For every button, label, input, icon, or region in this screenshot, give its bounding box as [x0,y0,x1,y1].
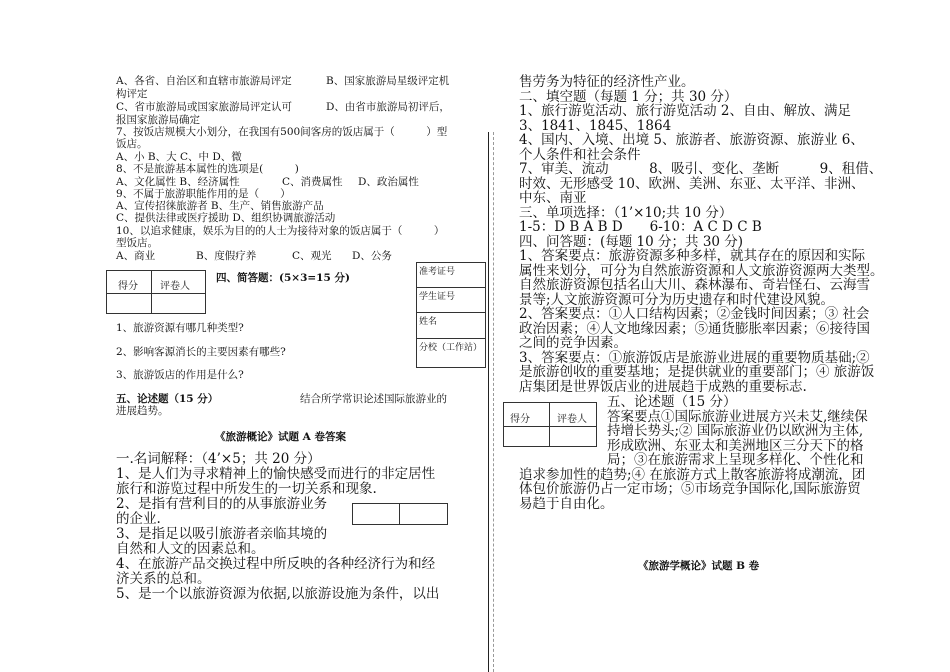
column-divider-dashed [493,132,494,672]
score-label: 得分 [118,281,138,292]
fill-blank-answer-1: 1、旅行游览活动、旅行游览活动 2、自由、解放、满足 [519,103,851,119]
essay-answer-line-6: 体包价旅游仍占一定市场；⑤市场竞争国际化,国际旅游贸 [519,481,861,497]
qa-answer-3-line-1: 3、答案要点：①旅游饭店是旅游业进展的重要物质基础;② [519,350,870,366]
school-label: 分校（工作站） [419,343,483,353]
q6-option-b: B、国家旅游局星级评定机 [326,75,450,87]
essay-answer-line-3: 形成欧洲、东亚太和美洲地区三分天下的格 [607,438,864,454]
fill-blank-answer-7: 7、审美、流动 8、吸引、变化、垄断 9、租借、 [519,161,883,177]
question-10-option-c: C、观光 [292,250,332,262]
score-table-row-line [106,293,206,294]
q6-option-d: D、由省市旅游局初评后， [326,101,450,113]
answer-4-line-2: 济关系的总和。 [116,571,211,587]
section-4-title: 四、简答题：(5×3=15 分) [216,272,350,284]
question-9-options-cd: C、提供法律或医疗援助 D、组织协调旅游活动 [116,212,336,224]
short-answer-1: 1、旅游资源有哪几种类型? [116,322,244,334]
qa-answer-2-line-3: 之间的竞争因素。 [519,335,627,351]
essay-answer-line-2: 持增长势头;② 国际旅游业仍以欧洲为主体, [607,423,864,439]
exam-b-title: 《旅游学概论》试题 B 卷 [638,560,760,572]
answer-3-line-2: 自然和人文的因素总和。 [116,541,265,557]
question-9: 9、不属于旅游职能作用的是（ ） [116,188,291,200]
qa-answer-3-line-3: 店集团是世界饭店业的进展趋于成熟的重要标志. [519,379,807,395]
q6-option-a: A、各省、自治区和直辖市旅游局评定 [116,75,292,87]
blank-score-box-divider [399,503,400,525]
q6-option-d-cont: 报国家旅游局确定 [116,114,200,126]
answer-2-line-1: 2、是指有营利目的的从事旅游业务 [116,496,328,512]
essay-answer-line-7: 易趋于自由化。 [519,496,614,512]
section-5-text-cont: 进展趋势。 [116,405,169,417]
section-5-text: 结合所学常识论述国际旅游业的 [300,393,447,405]
essay-answer-line-1: 答案要点①国际旅游业进展方兴未艾,继续保 [607,409,868,425]
fill-blank-answer-10: 中东、南亚 [519,190,587,206]
question-8-options-ab: A、文化属性 B、经济属性 [116,176,240,188]
q6-option-c: C、省市旅游局或国家旅游局评定认可 [116,101,293,113]
score-table-col-line [151,270,152,314]
question-10: 10、以追求健康，娱乐为目的的人士为接待对象的饭店属于（ ） [116,225,445,237]
essay-heading: 五、论述题（15 分） [607,394,737,410]
fill-blank-heading: 二、填空题（每题 1 分；共 30 分） [519,89,738,105]
qa-answer-3-line-2: 是旅游创收的重要基地；是提供就业的重要部门；④ 旅游饭 [519,364,875,380]
answer-1-line-2: 旅行和游览过程中所发生的一切关系和现象. [116,481,377,497]
question-7: 7、按饭店规模大小划分，在我国有500间客房的饭店属于（ ）型 [116,126,448,138]
name-label: 姓名 [419,317,438,327]
info-line-2 [416,312,486,313]
qa-answer-1-line-2: 属性来划分，可分为自然旅游资源和人文旅游资源两大类型。 [519,263,884,279]
fill-blank-answer-3: 3、1841、1845、1864 [519,118,672,134]
blank-score-box [352,503,448,525]
grader-label-right: 评卷人 [557,414,587,425]
question-10-option-a: A、商业 [116,250,156,262]
qa-answer-2-line-2: 政治因素；④人文地缘因素；⑤通货膨胀率因素；⑥接待国 [519,321,870,337]
short-answer-3: 3、旅游饭店的作用是什么? [116,369,244,381]
score-table-right-col-line [549,402,550,447]
question-10-option-b: B、度假疗养 [196,250,257,262]
fill-blank-answer-6: 个人条件和社会条件 [519,147,641,163]
short-answer-2: 2、影响客源消长的主要因素有哪些? [116,346,286,358]
question-10-cont: 型饭店。 [116,237,158,249]
info-line-3 [416,338,486,339]
question-8-option-d: D、政治属性 [358,176,419,188]
question-9-options-ab: A、宣传招徕旅游者 B、生产、销售旅游产品 [116,200,324,212]
answer-2-line-2: 的企业. [116,511,161,527]
essay-answer-line-4: 局；③在旅游需求上呈现多样化、个性化和 [607,452,864,468]
essay-answer-line-5: 追求参加性的趋势;④ 在旅游方式上散客旅游将成潮流，团 [519,467,866,483]
score-table-right-row-line [503,426,597,427]
question-7-options: A、小 B、大 C、中 D、微 [116,151,242,163]
section-5-title: 五、论述题（15 分） [116,393,219,405]
q6-option-b-cont: 构评定 [116,88,148,100]
qa-heading: 四、问答题：(每题 10 分；共 30 分) [519,234,744,250]
score-label-right: 得分 [510,414,530,425]
student-id-label: 学生证号 [419,292,456,302]
answer-1-line-1: 1、是人们为寻求精神上的愉快感受而进行的非定居性 [116,466,436,482]
single-choice-answers: 1-5：D B A B D 6-10：A C D C B [519,219,762,235]
question-7-cont: 饭店。 [116,138,148,150]
answer-5-line-1: 5、是一个以旅游资源为依据,以旅游设施为条件，以出 [116,586,440,602]
fill-blank-answer-9: 时效、无形感受 10、欧洲、美洲、东亚、太平洋、非洲、 [519,176,865,192]
question-8: 8、不是旅游基本属性的选项是( ) [116,163,299,175]
qa-answer-1-line-1: 1、答案要点：旅游资源多种多样，就其存在的原因和实际 [519,248,866,264]
single-choice-heading: 三、单项选择：（1’×10;共 10 分） [519,205,733,221]
answer-key-title: 《旅游概论》试题 A 卷答案 [215,431,346,443]
question-10-option-d: D、公务 [352,250,392,262]
question-8-option-c: C、消费属性 [282,176,343,188]
qa-answer-1-line-4: 景等;人文旅游资源可分为历史遗存和时代建设风貌。 [519,292,835,308]
answer-3-line-1: 3、是指足以吸引旅游者亲临其境的 [116,526,328,542]
grader-label: 评卷人 [160,281,190,292]
info-line-1 [416,287,486,288]
admission-number-label: 准考证号 [419,267,456,277]
fill-blank-answer-4: 4、国内、入境、出境 5、旅游者、旅游资源、旅游业 6、 [519,132,864,148]
answer-4-line-1: 4、在旅游产品交换过程中所反映的各种经济行为和经 [116,556,436,572]
answer-section-1-heading: 一.名词解释：（4’×5；共 20 分） [116,451,321,467]
qa-answer-2-line-1: 2、答案要点：①人口结构因素；②金钱时间因素；③ 社会 [519,306,870,322]
right-line-1: 售劳务为特征的经济性产业。 [519,74,695,90]
column-divider [488,132,489,672]
qa-answer-1-line-3: 自然旅游资源包括名山大川、森林瀑布、奇岩怪石、云海雪 [519,277,870,293]
